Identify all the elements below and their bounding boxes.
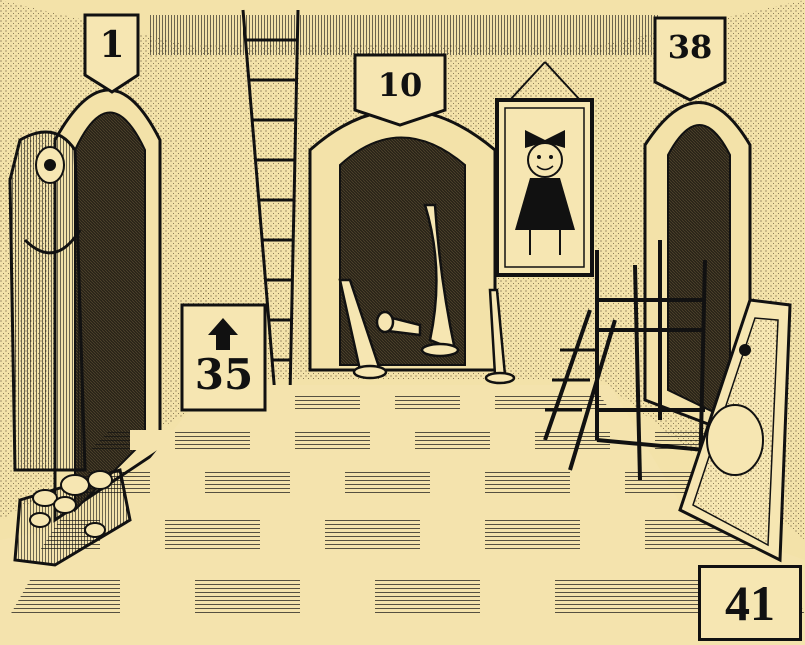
hooded-statue[interactable] [10, 132, 85, 470]
left-door-number: 1 [99, 24, 125, 66]
right-door-number: 38 [667, 28, 713, 66]
sign-number: 35 [194, 350, 254, 399]
page-number: 41 [698, 565, 802, 641]
center-door-number: 10 [377, 66, 423, 104]
